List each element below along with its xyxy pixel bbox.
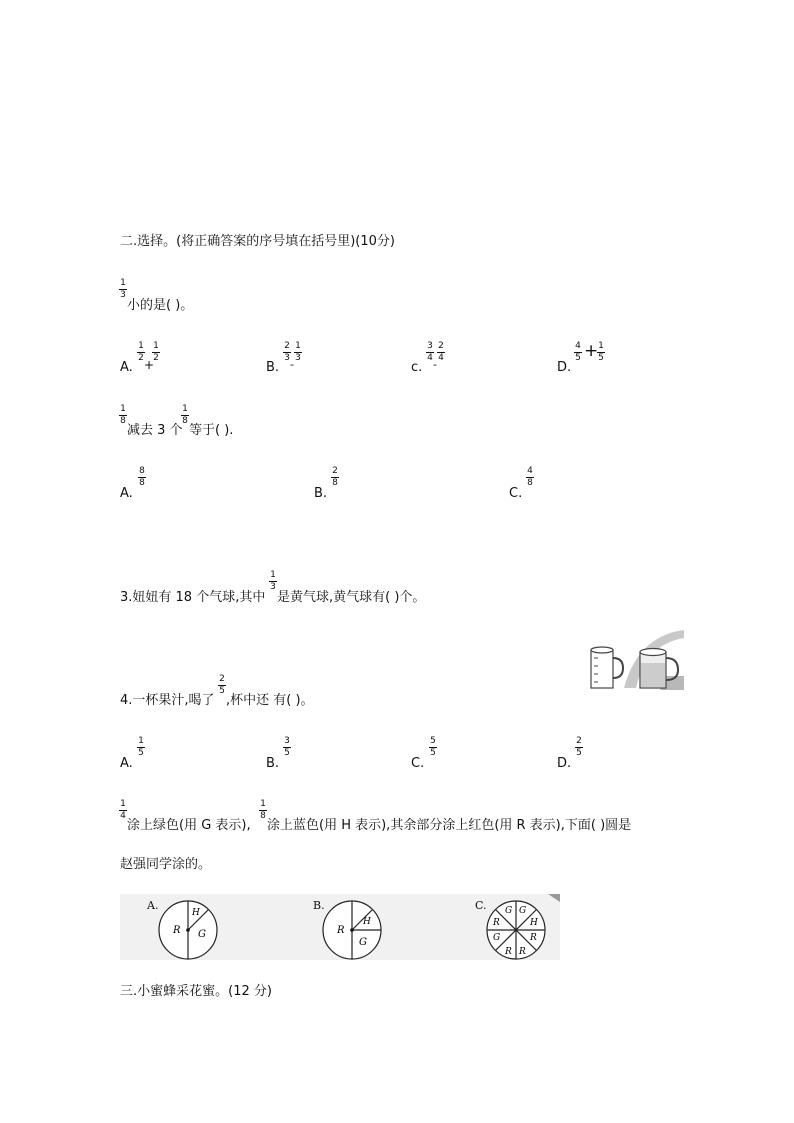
svg-text:R: R [493, 918, 500, 928]
q1-stem: 小的是( )。 [127, 298, 194, 313]
fraction: 3 5 [284, 736, 290, 758]
svg-text:G: G [519, 906, 527, 916]
q2-text2: 等于( ). [189, 423, 234, 438]
section3-title: 三.小蜜蜂采花蜜。(12 分) [120, 984, 272, 999]
circle-b-diagram [322, 900, 384, 962]
q2-text1: 减去 3 个 [127, 423, 183, 438]
q4-text2: ,杯中还 有( )。 [226, 693, 314, 708]
svg-text:R: R [530, 933, 537, 943]
fraction-one-eighth: 1 8 [120, 404, 126, 426]
fraction: 2 8 [332, 466, 338, 488]
fraction-one-eighth: 1 8 [260, 799, 266, 821]
q4-text1: 4.一杯果汁,喝了 [120, 693, 215, 708]
svg-text:R: R [505, 947, 512, 957]
fraction-one-third: 1 3 [270, 570, 276, 592]
juice-cups-illustration [586, 628, 684, 692]
fraction: 5 5 [430, 736, 436, 758]
q3-text1: 3.妞妞有 18 个气球,其中 [120, 590, 266, 605]
fraction: 1 3 [295, 341, 301, 363]
svg-text:R: R [173, 925, 181, 936]
fraction: 2 3 [284, 341, 290, 363]
corner-mark [548, 894, 560, 902]
q5-text3: 赵强同学涂的。 [120, 857, 212, 872]
fraction-one-quarter: 1 4 [120, 799, 126, 821]
circle-c-diagram [486, 900, 548, 962]
svg-text:G: G [493, 933, 501, 943]
circle-a-diagram [158, 900, 220, 962]
fraction: 2 5 [576, 736, 582, 758]
fraction: 1 2 [153, 341, 159, 363]
fraction: 4 8 [527, 466, 533, 488]
fraction-one-third: 1 3 [120, 278, 126, 300]
svg-text:H: H [530, 918, 538, 928]
svg-text:R: R [519, 947, 526, 957]
q5-text1: 涂上绿色(用 G 表示), [127, 818, 251, 833]
svg-text:H: H [363, 917, 371, 927]
q5-text2: 涂上蓝色(用 H 表示),其余部分涂上红色(用 R 表示),下面( )圆是 [267, 818, 632, 833]
fraction: 1 5 [598, 341, 604, 363]
section2-title: 二.选择。(将正确答案的序号填在括号里)(10分) [120, 234, 395, 249]
q3-text2: 是黄气球,黄气球有( )个。 [277, 590, 426, 605]
fraction: 4 5 [575, 341, 581, 363]
fraction: 2 4 [438, 341, 444, 363]
fraction: 1 5 [138, 736, 144, 758]
svg-text:G: G [505, 906, 513, 916]
svg-text:G: G [359, 937, 367, 948]
fraction: 1 2 [138, 341, 144, 363]
fraction: 8 8 [139, 466, 145, 488]
fraction-two-fifths: 2 5 [219, 674, 225, 696]
fraction: 3 4 [427, 341, 433, 363]
svg-text:G: G [198, 929, 206, 940]
fraction-one-eighth: 1 8 [182, 404, 188, 426]
svg-text:R: R [337, 925, 345, 936]
svg-text:H: H [192, 908, 200, 918]
